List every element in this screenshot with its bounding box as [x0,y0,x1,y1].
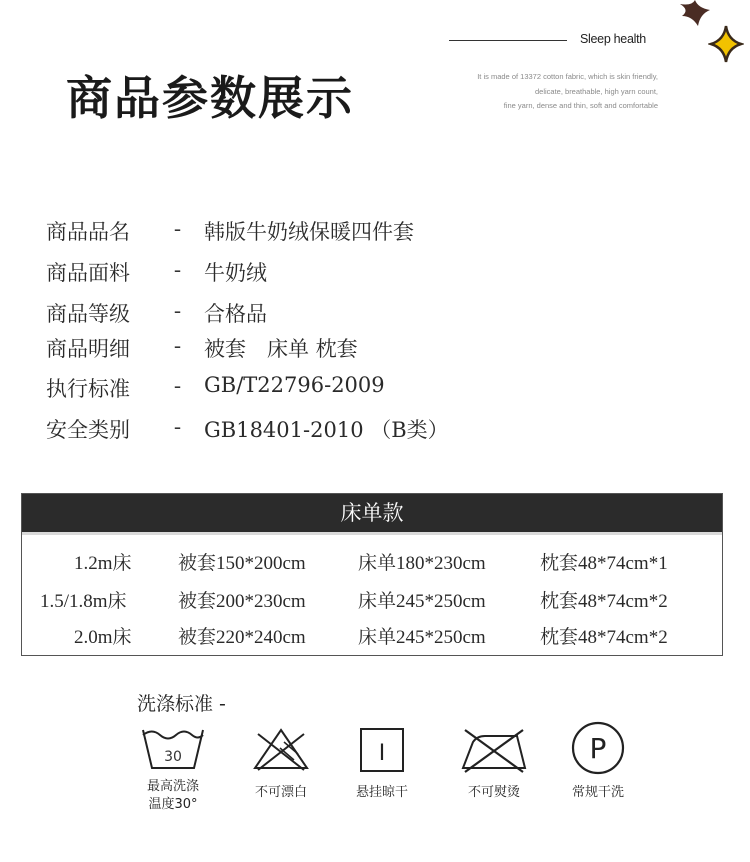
spec-dash: - [174,257,181,281]
spec-value: 被套 床单 枕套 [204,337,358,361]
spec-row-grade [46,298,646,328]
spec-row-safety [46,414,646,444]
spec-label: 执行标准 [46,377,130,401]
size-table-title: 床单款 [22,494,722,535]
wash-item-no-iron [444,726,544,806]
duvet-size-cell: 被套220*240cm [178,627,306,648]
wash-label: 不可熨烫 [467,785,520,800]
dry-clean-glyph: P [589,732,607,765]
spec-value: 牛奶绒 [204,261,267,285]
duvet-size-cell: 被套200*230cm [178,591,306,612]
wash-label: 不可漂白 [254,785,307,800]
spec-value: GB/T22796-2009 [204,373,385,397]
spec-label: 安全类别 [46,418,130,442]
spec-value: 合格品 [204,302,267,326]
spec-row-fabric [46,257,646,287]
wash-item-no-bleach [231,726,331,806]
tagline-line: fine yarn, dense and thin, soft and comfortable [503,101,658,110]
pillow-size-cell: 枕套48*74cm*2 [540,591,668,612]
spec-row-details [46,333,646,363]
pillow-size-cell: 枕套48*74cm*1 [540,553,668,574]
bed-size-cell: 1.5/1.8m床 [40,591,127,612]
no-iron-icon [459,726,529,774]
spec-label: 商品等级 [46,302,130,326]
wash-item-hang-dry [332,726,432,806]
bed-size-cell: 2.0m床 [74,627,132,648]
page-title: 商品参数展示 [66,71,354,125]
dry-clean-icon [569,720,627,776]
wash-30-icon [140,726,206,772]
spec-label: 商品面料 [46,261,130,285]
spec-dash: - [174,373,181,397]
sheet-size-cell: 床单180*230cm [358,553,486,574]
no-bleach-icon [250,726,312,772]
wash-temp-text: 30 [164,749,182,765]
size-table [21,493,723,656]
sheet-size-cell: 床单245*250cm [358,627,486,648]
spec-dash: - [174,298,181,322]
gold-star-decoration-icon [708,24,744,64]
spec-value: 韩版牛奶绒保暖四件套 [204,220,414,244]
wash-label: 温度30° [148,797,198,812]
wash-label: 最高洗涤 [146,779,199,794]
tagline-line: delicate, breathable, high yarn count, [535,87,658,96]
wash-item-dry-clean [548,720,648,806]
wash-item-30 [123,726,223,822]
header-divider [449,40,567,41]
wash-label: 常规干洗 [571,785,624,800]
tagline-line: It is made of 13372 cotton fabric, which is skin friendly, [477,72,658,81]
spec-dash: - [174,333,181,357]
spec-label: 商品明细 [46,337,130,361]
spec-dash: - [174,216,181,240]
wash-section-title: 洗涤标准 - [137,693,226,715]
sheet-size-cell: 床单245*250cm [358,591,486,612]
hang-dry-glyph: I [378,741,386,766]
bed-size-cell: 1.2m床 [74,553,132,574]
spec-row-name [46,216,646,246]
spec-label: 商品品名 [46,220,130,244]
wash-label: 悬挂晾干 [355,785,408,800]
dark-star-decoration-icon [678,0,712,30]
duvet-size-cell: 被套150*200cm [178,553,306,574]
spec-dash: - [174,414,181,438]
spec-value: GB18401-2010 （B类） [204,418,449,442]
hang-dry-icon [356,726,408,774]
brand-label: Sleep health [580,32,646,46]
pillow-size-cell: 枕套48*74cm*2 [540,627,668,648]
spec-row-standard [46,373,646,403]
